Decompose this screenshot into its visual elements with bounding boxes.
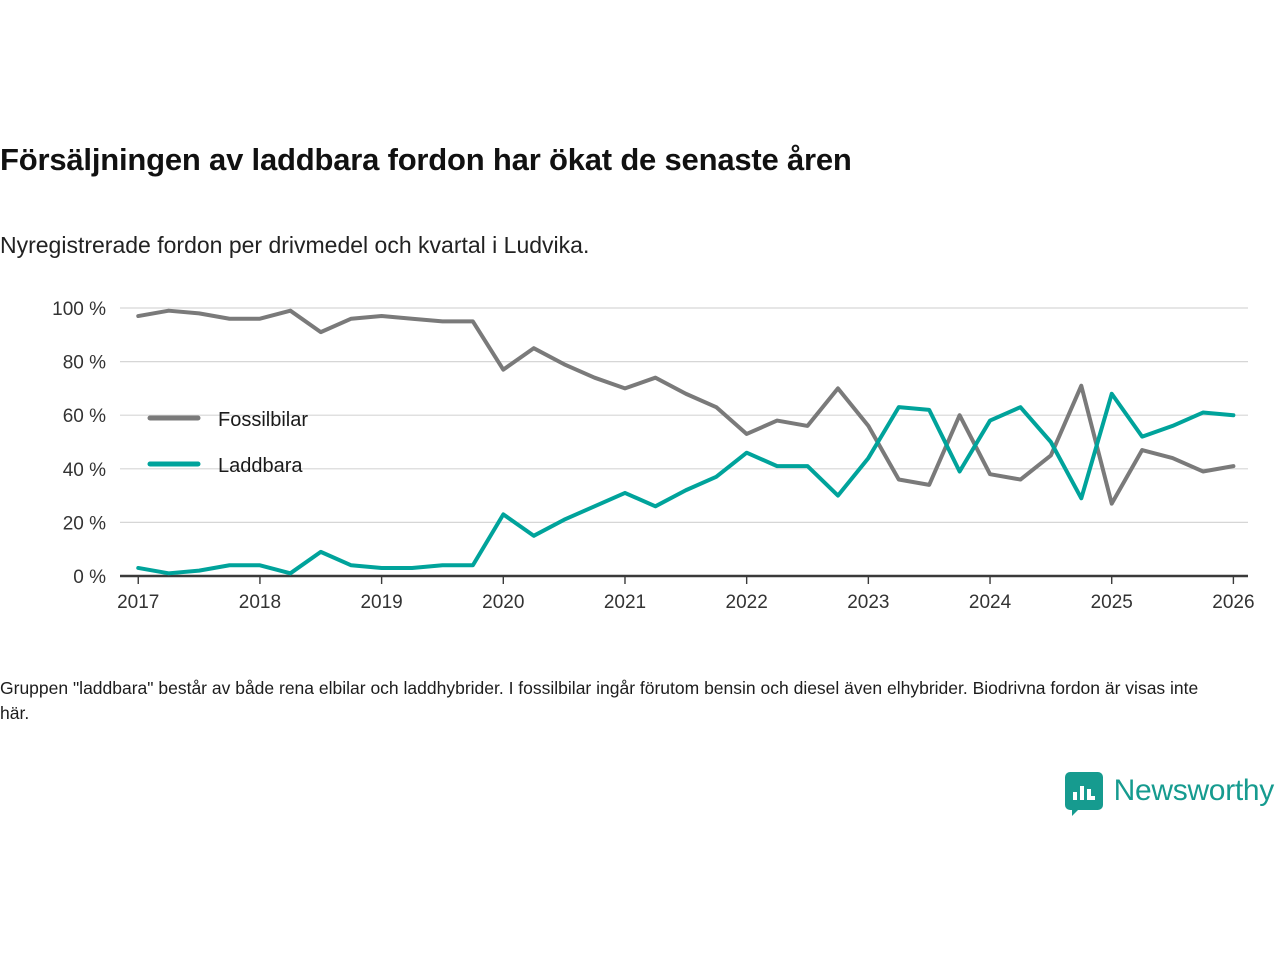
brand-name: Newsworthy (1113, 774, 1274, 807)
x-tick-label: 2021 (603, 592, 647, 613)
page-subtitle: Nyregistrerade fordon per drivmedel och kvartal i Ludvika. (0, 232, 590, 258)
chart-footnote: Gruppen "laddbara" består av både rena elbilar och laddhybrider. I fossilbilar ingår förutom bensin och diesel även elhybrider. Biodrivna fordon är visas inte här. (0, 678, 1199, 723)
x-tick-label: 2025 (1090, 592, 1133, 613)
legend-label-fossilbilar: Fossilbilar (218, 409, 309, 431)
x-tick-label: 2023 (847, 592, 890, 613)
x-axis-tick-labels (117, 592, 1254, 613)
x-tick-label: 2022 (725, 592, 768, 613)
logo-dot-icon (1091, 796, 1095, 800)
x-tick-label: 2020 (482, 592, 525, 613)
y-tick-label: 40 % (62, 459, 106, 481)
y-tick-label: 80 % (62, 352, 106, 374)
x-tick-label: 2019 (360, 592, 403, 613)
newsworthy-logo-icon (1065, 772, 1103, 810)
y-tick-label: 60 % (62, 406, 106, 428)
page-title: Försäljningen av laddbara fordon har ökat de senaste åren (0, 142, 852, 177)
x-tick-label: 2024 (968, 592, 1012, 613)
chart-svg (0, 286, 1256, 626)
y-tick-label: 20 % (62, 513, 106, 535)
y-tick-label: 100 % (52, 299, 106, 320)
chart-legend (150, 409, 308, 477)
line-chart (0, 286, 1256, 626)
x-tick-label: 2018 (238, 592, 282, 613)
chart-series-group (138, 311, 1233, 574)
y-tick-label: 0 % (73, 567, 106, 588)
legend-label-laddbara: Laddbara (218, 455, 303, 477)
x-tick-label: 2017 (117, 592, 160, 613)
brand-logo (1065, 772, 1274, 810)
bar-chart-icon (1073, 782, 1091, 800)
chart-gridlines (120, 308, 1248, 584)
x-tick-label: 2026 (1212, 592, 1255, 613)
y-axis-tick-labels (52, 299, 106, 588)
